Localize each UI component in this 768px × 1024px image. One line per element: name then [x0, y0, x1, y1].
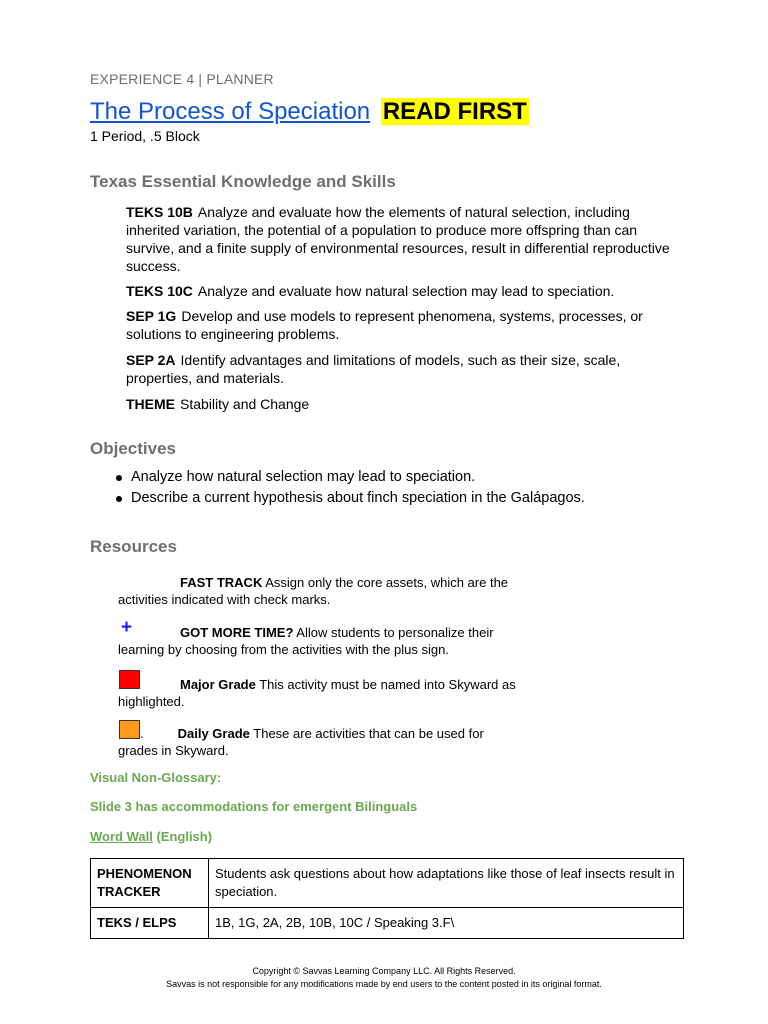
table-key: PHENOMENON TRACKER [91, 859, 209, 908]
visual-non-glossary: Visual Non-Glossary: [90, 770, 222, 785]
standard-text: Analyze and evaluate how natural selection may lead to speciation. [197, 283, 615, 299]
table-key: TEKS / ELPS [91, 908, 209, 939]
major-grade-note [118, 676, 558, 710]
standard-code: SEP 1G [126, 308, 177, 324]
daily-grade-dot: . [140, 726, 144, 741]
major-grade-text: This activity must be named into Skyward as [255, 677, 516, 692]
standard-code: TEKS 10C [126, 283, 193, 299]
bullet-icon [116, 496, 122, 502]
standard-sep-1g [126, 307, 686, 343]
standard-sep-2a [126, 351, 686, 387]
disclaimer-text: Savvas is not responsible for any modifications made by end users to the content posted in its original format. [166, 979, 602, 989]
table-value: 1B, 1G, 2A, 2B, 10B, 10C / Speaking 3.F\ [209, 908, 684, 939]
more-time-note [118, 624, 558, 658]
more-time-text-2: learning by choosing from the activities with the plus sign. [118, 642, 449, 657]
read-first-badge: READ FIRST [382, 98, 527, 125]
objective-text: Analyze how natural selection may lead to speciation. [131, 469, 476, 485]
word-wall-lang: (English) [152, 829, 213, 844]
more-time-label: GOT MORE TIME? [180, 625, 294, 640]
word-wall [90, 829, 212, 844]
list-item [90, 467, 585, 488]
standard-theme [126, 395, 686, 413]
teks-heading: Texas Essential Knowledge and Skills [90, 172, 396, 191]
fast-track-label: FAST TRACK [180, 575, 263, 590]
standard-teks-10c [126, 282, 686, 300]
standard-text: Stability and Change [180, 396, 310, 412]
resources-heading: Resources [90, 537, 177, 556]
standard-text: Develop and use models to represent phenomena, systems, processes, or solutions to engineering problems. [126, 308, 643, 342]
daily-grade-note [118, 725, 558, 759]
duration-text: 1 Period, .5 Block [90, 128, 200, 144]
phenomenon-table [90, 858, 684, 939]
major-grade-label: Major Grade [180, 677, 256, 692]
fast-track-note [118, 574, 558, 608]
standard-code: THEME [126, 396, 175, 412]
copyright-text: Copyright © Savvas Learning Company LLC. All Rights Reserved. [252, 966, 516, 976]
breadcrumb: EXPERIENCE 4 | PLANNER [90, 71, 274, 87]
bullet-icon [116, 475, 122, 481]
standard-text: Analyze and evaluate how the elements of natural selection, including inherited variation, the potential of a population to produce more offspring than can survive, and a finite supply of environmental resources, result in differential reproductive success. [126, 204, 670, 274]
standard-text: Identify advantages and limitations of models, such as their size, scale, properties, and materials. [126, 352, 621, 386]
daily-grade-text: These are activities that can be used for [249, 726, 484, 741]
objectives-heading: Objectives [90, 439, 176, 458]
fast-track-text: Assign only the core assets, which are the [262, 575, 509, 590]
objectives-list [90, 467, 585, 509]
daily-grade-text-2: grades in Skyward. [118, 743, 229, 758]
standard-code: TEKS 10B [126, 204, 193, 220]
daily-grade-label: Daily Grade [177, 726, 250, 741]
major-grade-text-2: highlighted. [118, 694, 185, 709]
more-time-text: Allow students to personalize their [293, 625, 494, 640]
title-link[interactable]: The Process of Speciation [90, 98, 371, 125]
page-title [90, 98, 529, 126]
standard-code: SEP 2A [126, 352, 176, 368]
objective-text: Describe a current hypothesis about finch speciation in the Galápagos. [131, 490, 585, 506]
fast-track-text-2: activities indicated with check marks. [118, 592, 331, 607]
list-item [90, 488, 585, 509]
standard-teks-10b [126, 203, 686, 275]
table-value: Students ask questions about how adaptations like those of leaf insects result in speciation. [209, 859, 684, 908]
plus-icon: + [121, 617, 133, 638]
slide3-note: Slide 3 has accommodations for emergent Bilinguals [90, 799, 418, 814]
table-row [91, 908, 684, 939]
table-row [91, 859, 684, 908]
word-wall-link[interactable]: Word Wall [90, 829, 153, 844]
